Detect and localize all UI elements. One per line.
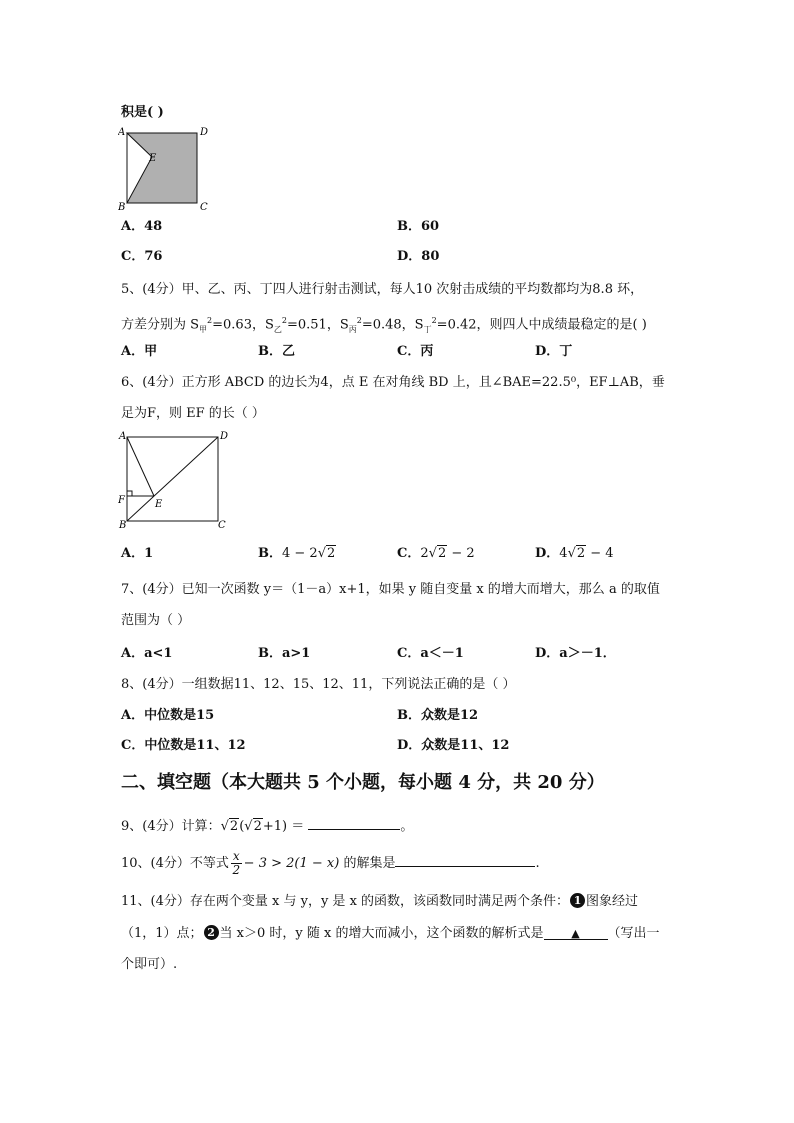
q7-option-c[interactable]: C．a＜－1 <box>397 646 464 661</box>
q6-label-d: D <box>220 431 229 442</box>
q10-fraction: $\frac{x}{2}$ <box>232 849 241 877</box>
q6-line1: 6、(4分）正方形 ABCD 的边长为4，点 E 在对角线 BD 上，且∠BAE=22.5⁰，EF⊥AB，垂 <box>121 375 665 390</box>
q6-label-b: B <box>119 520 127 531</box>
q6-option-b[interactable]: B．4 − 2√2 <box>258 546 336 561</box>
q6-right-angle-mark <box>127 491 132 496</box>
q11-circled-1: 1 <box>570 893 585 908</box>
q8-option-b[interactable]: B．众数是12 <box>397 708 479 723</box>
q11-line2: （1，1）点； 2 当 x＞0 时，y 随 x 的增大而减小，这个函数的解析式是 ▲ （写出一 <box>121 926 660 941</box>
q5-option-d[interactable]: D．丁 <box>535 344 573 359</box>
q4-stem-tail: 积是( ) <box>121 105 164 120</box>
q4-label-b: B <box>118 202 126 213</box>
q5-line2: 方差分别为 $S_甲^2=0.63$，$S_乙^2=0.51$，$S_丙^2=0.48$，$S_丁^2=0.42$，则四人中成绩最稳定的是( ) <box>121 316 647 334</box>
q11-circled-2: 2 <box>204 925 219 940</box>
q6-label-a: A <box>119 431 127 442</box>
q4-option-c[interactable]: C．76 <box>121 249 163 264</box>
section-2-title: 二、填空题（本大题共 5 个小题，每小题 4 分，共 20 分） <box>121 772 605 793</box>
q5-option-b[interactable]: B．乙 <box>258 344 295 359</box>
q8-option-d[interactable]: D．众数是11、12 <box>397 738 510 753</box>
q8-line1: 8、(4分）一组数据11、12、15、12、11，下列说法正确的是（ ） <box>121 677 516 692</box>
q6-label-e: E <box>155 499 163 510</box>
q6-label-c: C <box>218 520 226 531</box>
q9-line: 9、(4分）计算：√2(√2+1) ＝ 。 <box>121 815 413 836</box>
q7-line1: 7、(4分）已知一次函数 y＝（1－a）x+1，如果 y 随自变量 x 的增大而增大，那么 a 的取值 <box>121 582 660 597</box>
q6-label-f: F <box>118 495 125 506</box>
q11-line1: 11、(4分）存在两个变量 x 与 y，y 是 x 的函数，该函数同时满足两个条件： 1 图象经过 <box>121 894 639 909</box>
q4-label-e: E <box>149 153 157 164</box>
q4-label-d: D <box>200 127 209 138</box>
q5-option-c[interactable]: C．丙 <box>397 344 434 359</box>
q11-answer-blank[interactable] <box>544 925 608 940</box>
q6-segment-ae <box>127 437 154 496</box>
q7-option-b[interactable]: B．a>1 <box>258 646 311 661</box>
q8-option-a[interactable]: A．中位数是15 <box>121 708 215 723</box>
q10-line: 10、(4分）不等式 $\frac{x}{2}$ − 3 > 2(1 − x) 的解集是 . <box>121 849 540 877</box>
q4-shaded-region <box>127 133 197 203</box>
q6-option-d[interactable]: D．4√2 − 4 <box>535 546 614 561</box>
q7-line2: 范围为（ ） <box>121 613 191 628</box>
q4-option-a[interactable]: A．48 <box>121 219 163 234</box>
q9-answer-blank[interactable] <box>308 815 400 830</box>
q6-option-a[interactable]: A．1 <box>121 546 154 561</box>
q10-answer-blank[interactable] <box>395 852 535 867</box>
triangle-icon: ▲ <box>571 927 580 940</box>
q11-line3: 个即可）. <box>121 957 178 972</box>
q6-line2: 足为F，则 EF 的长（ ） <box>121 406 265 421</box>
q6-figure <box>118 428 230 532</box>
q8-option-c[interactable]: C．中位数是11、12 <box>121 738 246 753</box>
q6-diagonal-bd <box>127 437 218 521</box>
q7-option-a[interactable]: A．a<1 <box>121 646 173 661</box>
q4-option-d[interactable]: D．80 <box>397 249 440 264</box>
q5-option-a[interactable]: A．甲 <box>121 344 158 359</box>
q6-option-c[interactable]: C．2√2 − 2 <box>397 546 475 561</box>
q4-label-c: C <box>200 202 208 213</box>
q4-label-a: A <box>118 127 126 138</box>
q4-figure <box>118 125 210 213</box>
q5-line1: 5、(4分）甲、乙、丙、丁四人进行射击测试，每人10 次射击成绩的平均数都均为8.8 环， <box>121 282 644 297</box>
q4-option-b[interactable]: B．60 <box>397 219 440 234</box>
q7-option-d[interactable]: D．a＞－1． <box>535 646 616 661</box>
